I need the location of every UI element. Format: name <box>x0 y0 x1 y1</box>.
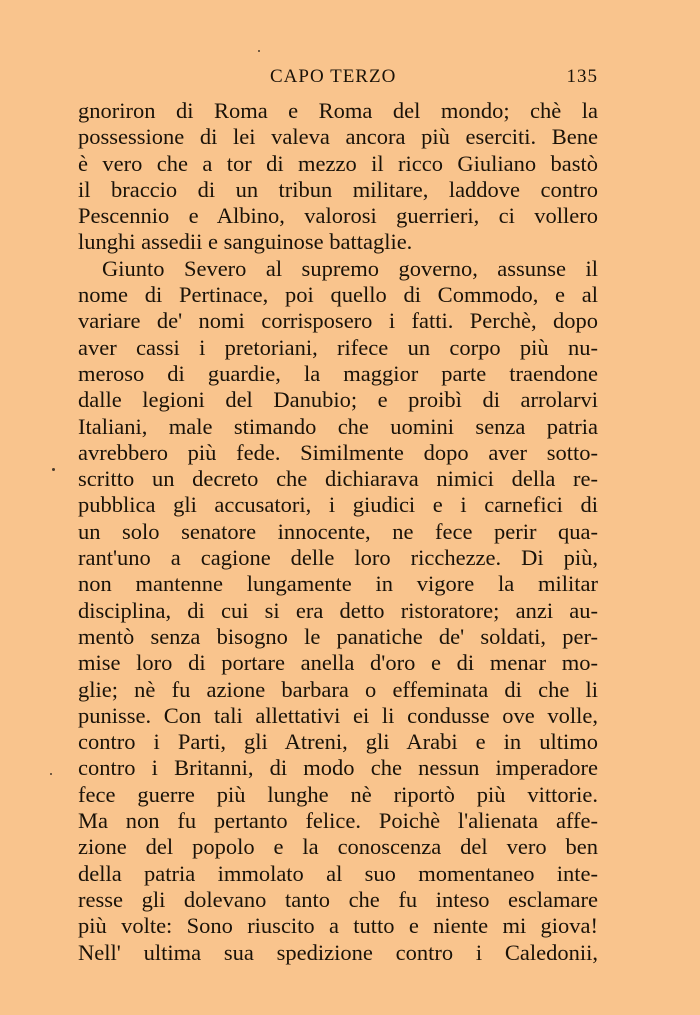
text-line: possessione di lei valeva ancora più eserciti. Bene <box>78 124 598 150</box>
margin-mark <box>258 50 260 52</box>
text-line: Pescennio e Albino, valorosi guerrieri, ci vollero <box>78 203 598 229</box>
text-line: scritto un decreto che dichiarava nimici della re- <box>78 466 598 492</box>
text-line: il braccio di un tribun militare, laddove contro <box>78 176 598 202</box>
margin-mark <box>50 773 52 775</box>
text-line: dalle legioni del Danubio; e proibì di arrolarvi <box>78 387 598 413</box>
text-line: più volte: Sono riuscito a tutto e niente mi giova! <box>78 913 598 939</box>
text-line: meroso di guardie, la maggior parte traendone <box>78 360 598 386</box>
text-line: zione del popolo e la conoscenza del vero ben <box>78 834 598 860</box>
text-line: avrebbero più fede. Similmente dopo aver sotto- <box>78 439 598 465</box>
text-line: mise loro di portare anella d'oro e di menar mo- <box>78 650 598 676</box>
text-line: glie; nè fu azione barbara o effeminata di che li <box>78 676 598 702</box>
text-line: resse gli dolevano tanto che fu inteso esclamare <box>78 886 598 912</box>
text-line: lunghi assedii e sanguinose battaglie. <box>78 229 413 255</box>
running-header <box>78 66 598 92</box>
text-line: fece guerre più lunghe nè riportò più vittorie. <box>78 781 598 807</box>
page-number: 135 <box>566 66 598 87</box>
text-line: mentò senza bisogno le panatiche de' soldati, per- <box>78 623 598 649</box>
text-line: Giunto Severo al supremo governo, assunse il <box>102 255 598 281</box>
text-line: aver cassi i pretoriani, rifece un corpo più nu- <box>78 334 598 360</box>
text-line: nome di Pertinace, poi quello di Commodo, e al <box>78 282 598 308</box>
text-line: pubblica gli accusatori, i giudici e i carnefici di <box>78 492 598 518</box>
chapter-title: CAPO TERZO <box>270 66 397 87</box>
text-line: contro i Parti, gli Atreni, gli Arabi e in ultimo <box>78 729 598 755</box>
text-line: gnoriron di Roma e Roma del mondo; chè la <box>78 98 598 123</box>
text-line: punisse. Con tali allettativi ei li condusse ove volle, <box>78 702 598 728</box>
text-line: Italiani, male stimando che uomini senza patria <box>78 413 598 439</box>
text-line: non mantenne lungamente in vigore la militar <box>78 571 598 597</box>
text-line: un solo senatore innocente, ne fece perir qua- <box>78 518 598 544</box>
text-line: Nell' ultima sua spedizione contro i Caledonii, <box>78 939 598 965</box>
text-line: disciplina, di cui si era detto ristoratore; anzi au- <box>78 597 598 623</box>
text-line: della patria immolato al suo momentaneo inte- <box>78 860 598 886</box>
margin-mark <box>52 468 55 471</box>
text-line: rant'uno a cagione delle loro ricchezze. Di più, <box>78 545 598 571</box>
text-line: Ma non fu pertanto felice. Poichè l'alienata affe- <box>78 808 598 834</box>
text-line: variare de' nomi corrisposero i fatti. Perchè, dopo <box>78 308 598 334</box>
text-line: è vero che a tor di mezzo il ricco Giuliano bastò <box>78 150 598 176</box>
body-text <box>78 98 598 966</box>
text-line: contro i Britanni, di modo che nessun imperadore <box>78 755 598 781</box>
